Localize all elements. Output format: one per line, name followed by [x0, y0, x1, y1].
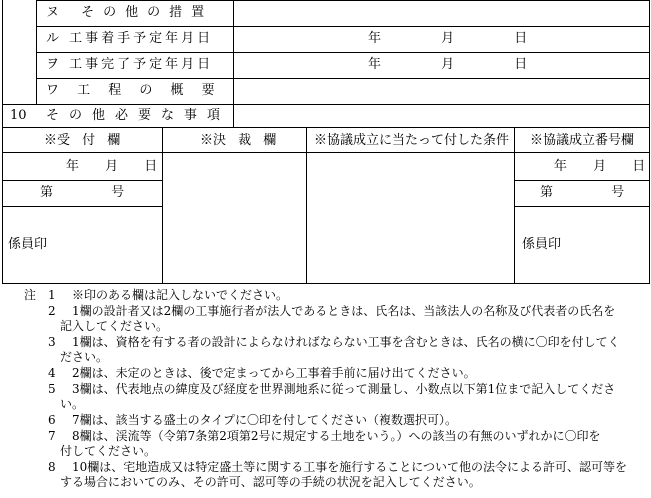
row-schedule-label: ワ 工 程 の 概 要 [46, 83, 215, 98]
receipt-header: ※受 付 欄 [44, 133, 121, 148]
agreement-number-header: ※協議成立番号欄 [530, 133, 635, 148]
note-6-text: 7欄は、該当する盛土のタイプに〇印を付してください（複数選択可）。 [72, 413, 458, 427]
note-2-text: 1欄の設計者又は2欄の工事施行者が法人であるときは、氏名は、当該法人の名称及び代表者の氏名を [72, 304, 616, 318]
note-7-text-cont: 付してください。 [60, 444, 157, 458]
note-2-number: 2 [48, 304, 56, 318]
table-border-left [2, 0, 3, 283]
agreement-stamp-label: 係員印 [522, 237, 562, 252]
note-5-number: 5 [48, 382, 56, 396]
note-3-text-cont: ださい。 [60, 350, 109, 364]
receipt-date[interactable]: 年 月 日 [66, 159, 158, 174]
note-2-text-cont: 記入してください。 [60, 319, 169, 333]
conditions-header: ※協議成立に当たって付した条件 [314, 133, 510, 148]
row10-label: その他必要な事項 [46, 108, 231, 123]
note-8-text: 10欄は、宅地造成又は特定盛土等に関する工事を施行することについて他の法令による許可、認可等を [72, 460, 628, 474]
row-start-date-value[interactable]: 年 月 日 [368, 31, 528, 46]
row10-number: 10 [10, 108, 27, 123]
agreement-date[interactable]: 年 月 日 [554, 159, 646, 174]
decision-header: ※決 裁 欄 [200, 133, 277, 148]
table-border-right [649, 0, 650, 283]
receipt-number[interactable]: 第 号 [40, 185, 125, 200]
notes-prefix: 注 [24, 288, 37, 302]
note-1-text: ※印のある欄は記入しないでください。 [72, 288, 289, 302]
agreement-number[interactable]: 第 号 [540, 185, 625, 200]
note-5-text-cont: い。 [60, 397, 85, 411]
notes-section [0, 288, 651, 490]
receipt-stamp-label: 係員印 [8, 237, 48, 252]
note-4-number: 4 [48, 366, 56, 380]
note-6-number: 6 [48, 413, 56, 427]
row-other-measures-label: ヌ その他の措置 [46, 5, 214, 20]
row-start-date-label: ル 工事着手予定年月日 [46, 31, 214, 46]
label-value-divider [233, 0, 234, 127]
row-end-date-value[interactable]: 年 月 日 [368, 57, 528, 72]
note-8-number: 8 [48, 460, 56, 474]
note-1-number: 1 [48, 288, 56, 302]
note-4-text: 2欄は、未定のときは、後で定まってから工事着手前に届け出てください。 [72, 366, 476, 380]
note-5-text: 3欄は、代表地点の緯度及び経度を世界測地系に従って測量し、小数点以下第1位まで記入してくださ [72, 382, 616, 396]
note-7-number: 7 [48, 429, 56, 443]
note-3-text: 1欄は、資格を有する者の設計によらなければならない工事を含むときは、氏名の横に〇印を付してく [72, 335, 620, 349]
note-3-number: 3 [48, 335, 56, 349]
note-8-text-cont: する場合においてのみ、その許可、認可等の手続の状況を記入してください。 [60, 475, 481, 489]
row-end-date-label: ヲ 工事完了予定年月日 [46, 57, 214, 72]
note-7-text: 8欄は、渓流等（令第7条第2項第2号に規定する土地をいう。）への該当の有無のいずれかに〇印を [72, 429, 601, 443]
